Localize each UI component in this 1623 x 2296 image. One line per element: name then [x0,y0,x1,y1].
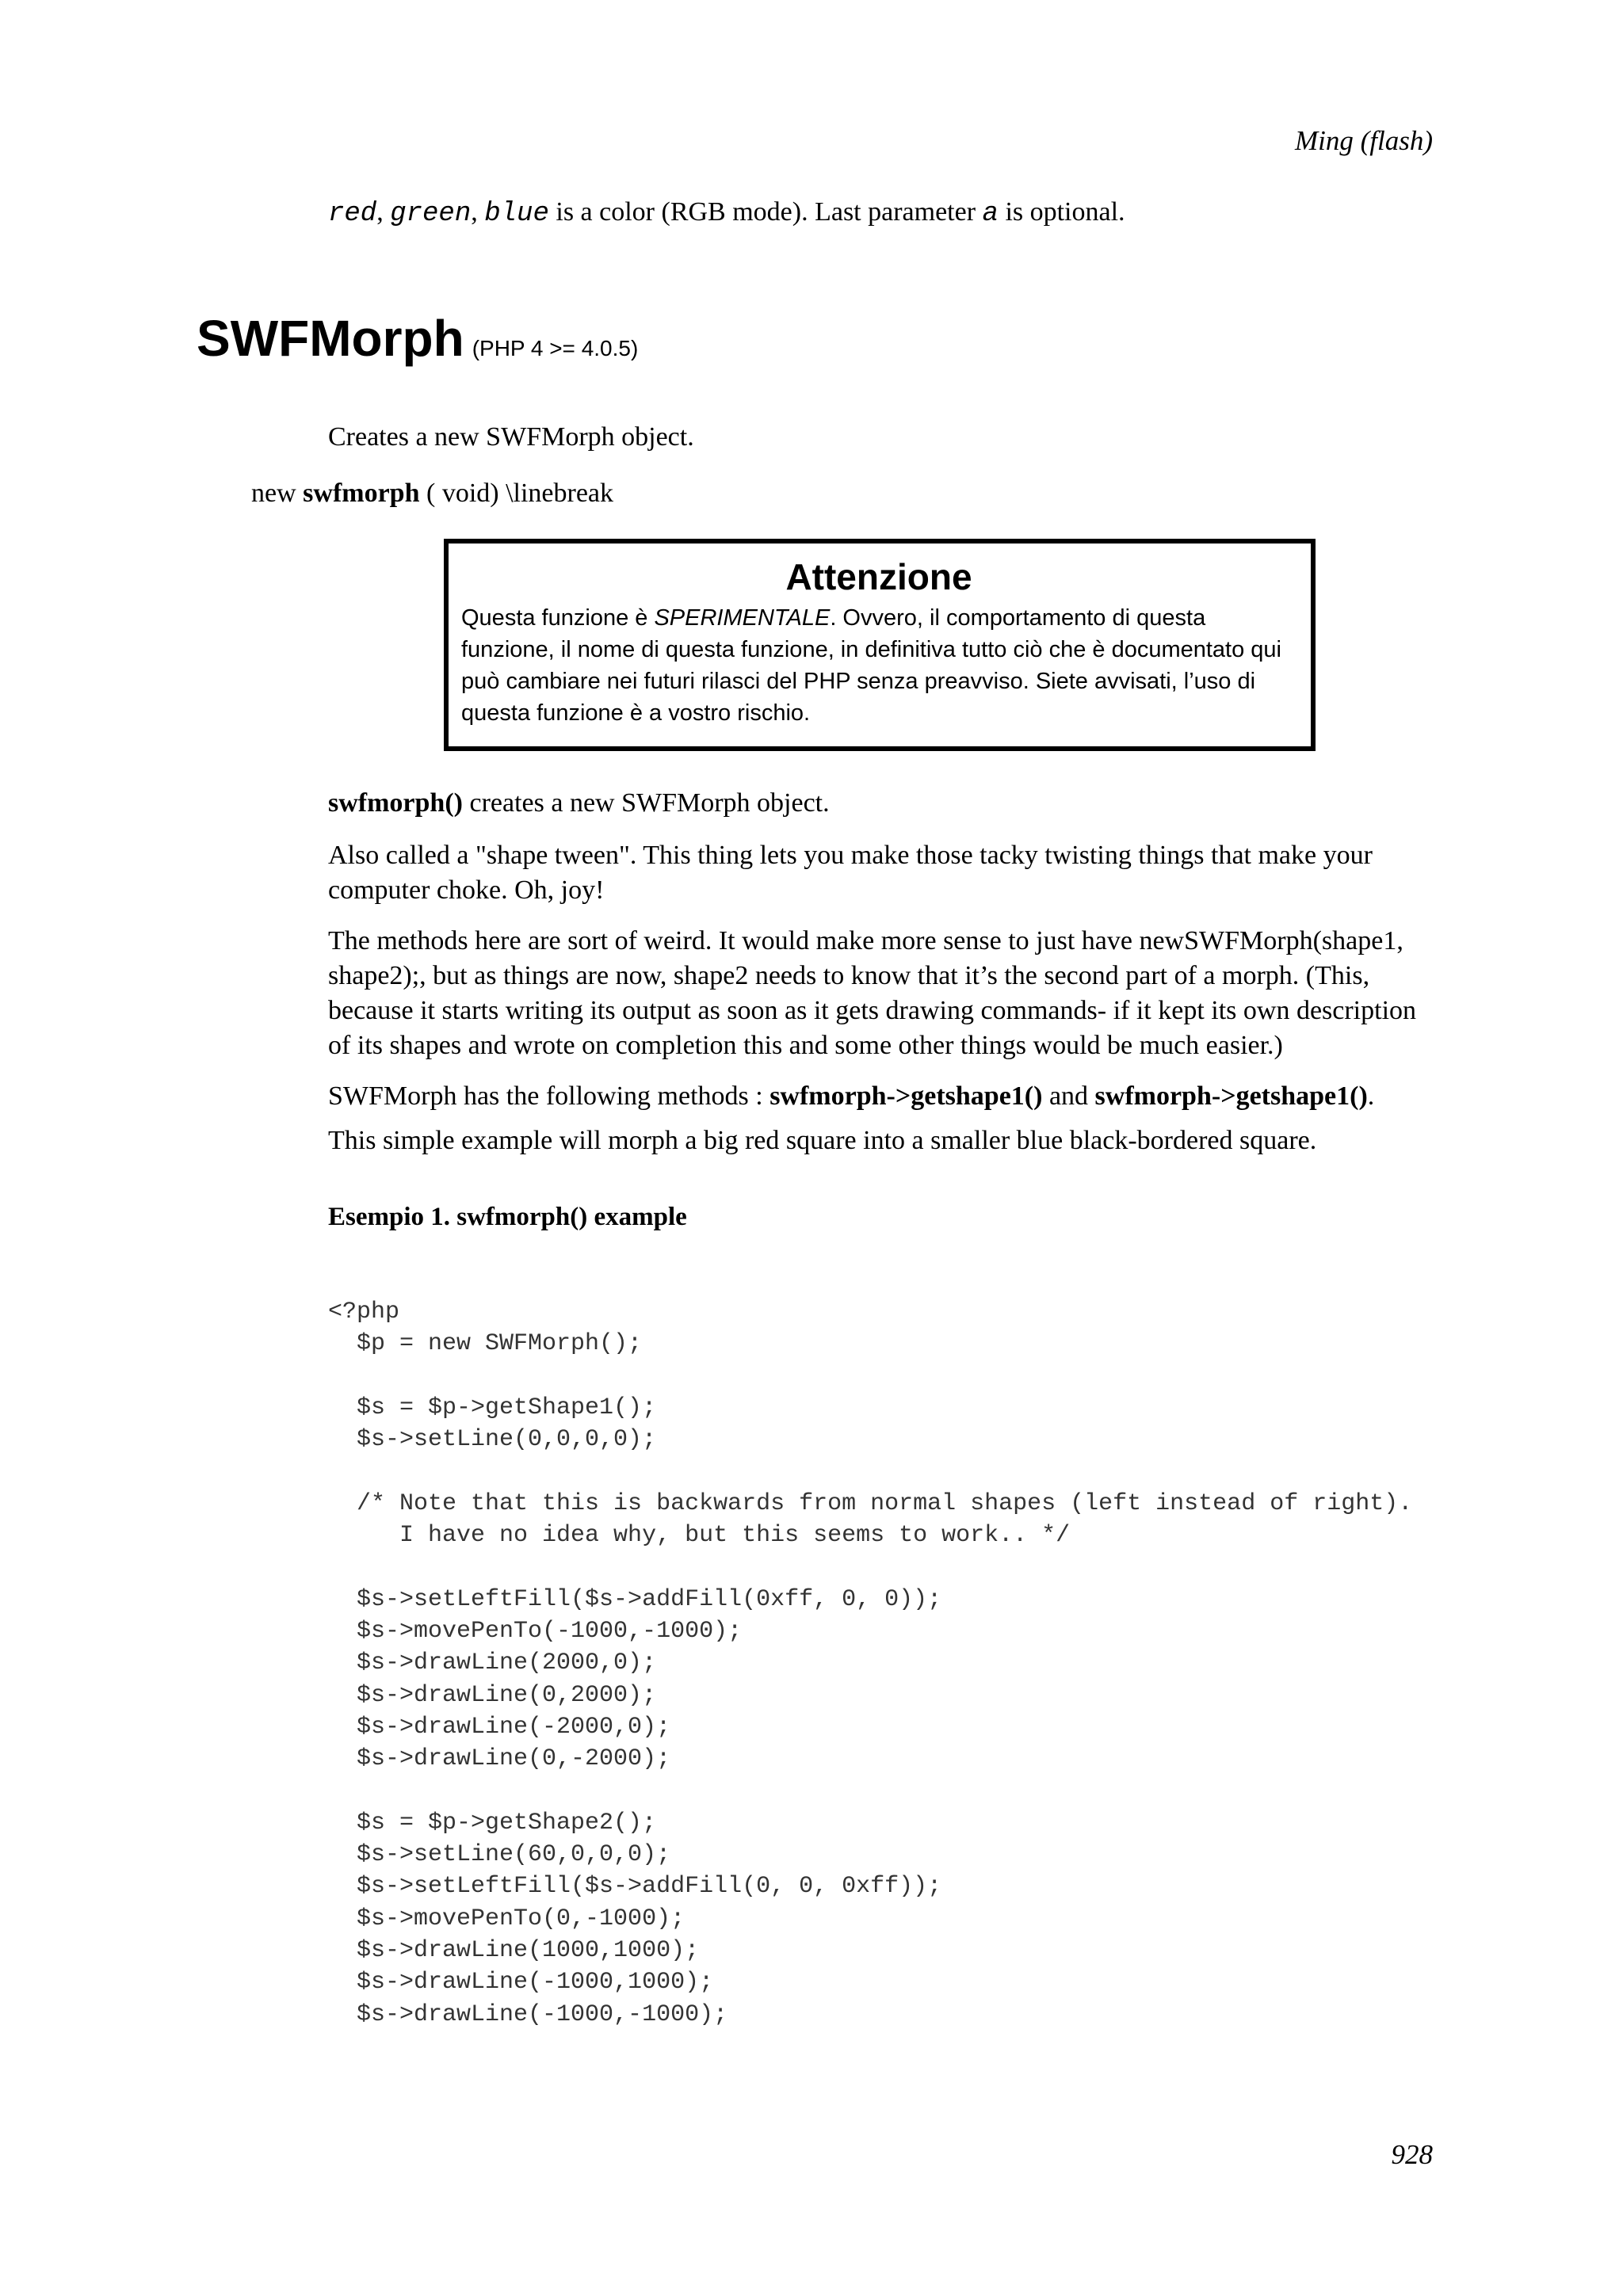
param-a: a [982,199,999,229]
warning-text-end: . Ovvero, il comportamento di questa funzione, il nome di questa funzione, in definitiva tutto ciò che è documentato qui può cambiare nei futuri rilasci del PHP senza preavviso. Siete avvisati, l’uso di questa funzione è a vostro rischio. [461,605,1281,726]
description-p1-rest: creates a new SWFMorph object. [462,788,830,818]
param-green: green [390,199,472,229]
description-paragraph-4 [328,1079,1438,1114]
synopsis-function-name: swfmorph [303,479,420,508]
warning-box [444,539,1316,751]
intro-text-mid: is a color (RGB mode). Last parameter [548,197,983,227]
function-version: (PHP 4 >= 4.0.5) [472,336,639,360]
method-ref-1: swfmorph->getshape1() [769,1081,1043,1111]
running-header: Ming (flash) [1294,125,1433,156]
description-paragraph-3: The methods here are sort of weird. It would make more sense to just have newSWFMorph(shape1, shape2);, but as things are now, shape2 needs to know that it’s the second part of a morph. (This, because it starts writing its output as soon as it gets drawing commands- if it kept its own description of its shapes and wrote on completion this and some other things would be much easier.) [328,926,1417,1060]
description-paragraph-5: This simple example will morph a big red square into a smaller blue black-bordered square. [328,1126,1317,1155]
code-example: <?php $p = new SWFMorph(); $s = $p->getShape1(); $s->setLine(0,0,0,0); /* Note that this is backwards from normal shapes (left instead of right). I have no idea why, but this seems to work.. */ $s->setLeftFill($s->addFill(0xff, 0, 0)); $s->movePenTo(-1000,-1000); $s->drawLine(2000,0); $s->drawLine(0,2000); $s->drawLine(-2000,0); $s->drawLine(0,-2000); $s = $p->getShape2(); $s->setLine(60,0,0,0); $s->setLeftFill($s->addFill(0, 0, 0xff)); $s->movePenTo(0,-1000); $s->drawLine(1000,1000); $s->drawLine(-1000,1000); $s->drawLine(-1000,-1000); [328,1299,1413,2028]
methods-end: . [1367,1081,1375,1111]
function-synopsis [251,479,613,509]
intro-sep1: , [376,197,391,227]
description-paragraph-1 [328,786,1438,821]
param-blue: blue [484,199,549,229]
methods-and: and [1042,1081,1095,1111]
method-ref-2: swfmorph->getshape1() [1094,1081,1368,1111]
function-heading [197,309,638,368]
function-name: SWFMorph [197,310,464,367]
page-number: 928 [1391,2139,1433,2170]
example-title: Esempio 1. swfmorph() example [328,1203,687,1231]
function-short-description: Creates a new SWFMorph object. [328,422,694,452]
warning-title: Attenzione [785,556,972,597]
warning-text [461,602,1296,729]
description-function-ref: swfmorph() [328,788,463,818]
methods-intro: SWFMorph has the following methods : [328,1081,770,1111]
synopsis-prefix: new [251,479,304,508]
description-paragraph-2: Also called a "shape tween". This thing lets you make those tacky twisting things that make your computer choke. Oh, joy! [328,841,1373,905]
intro-paragraph [328,195,1438,231]
warning-text-start: Questa funzione è [461,605,655,631]
param-red: red [328,199,377,229]
synopsis-args: ( void) \linebreak [419,479,614,508]
intro-text-end: is optional. [998,197,1125,227]
intro-sep2: , [471,197,485,227]
warning-text-emphasis: SPERIMENTALE [654,605,831,631]
